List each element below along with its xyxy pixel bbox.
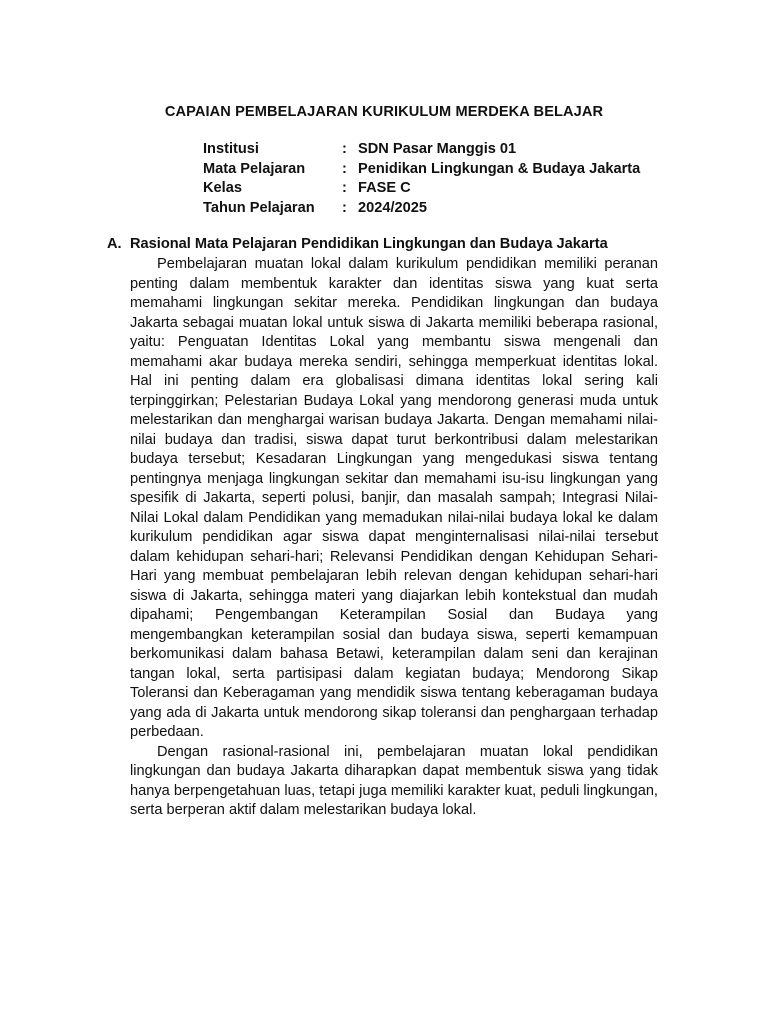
meta-value: SDN Pasar Manggis 01 — [358, 141, 517, 157]
metadata-table — [203, 140, 640, 218]
paragraph: Pembelajaran muatan lokal dalam kurikulum pendidikan memiliki peranan penting dalam membentuk karakter dan identitas siswa yang kuat serta memahami lingkungan sekitar mereka. Pendidikan lingkungan dan budaya Jakarta sebagai muatan lokal untuk siswa di Jakarta memiliki beberapa rasional, yaitu: Penguatan Identitas Lokal yang membantu siswa mengenali dan memahami akar budaya mereka sendiri, sehingga memperkuat identitas lokal. Hal ini penting dalam era globalisasi dimana identitas lokal sering kali terpinggirkan; Pelestarian Budaya Lokal yang mendorong generasi muda untuk melestarikan dan menghargai warisan budaya Jakarta. Dengan memahami nilai-nilai budaya dan tradisi, siswa dapat turut berkontribusi dalam melestarikan budaya tersebut; Kesadaran Lingkungan yang mengedukasi siswa tentang pentingnya menjaga lingkungan sekitar dan memahami isu-isu lingkungan yang spesifik di Jakarta, seperti polusi, banjir, dan masalah sampah; Integrasi Nilai-Nilai Lokal dalam Pendidikan yang memadukan nilai-nilai budaya lokal ke dalam kurikulum pendidikan agar siswa dapat menginternalisasi nilai-nilai tersebut dalam kehidupan sehari-hari; Relevansi Pendidikan dengan Kehidupan Sehari-Hari yang membuat pembelajaran lebih relevan dengan kehidupan sehari-hari siswa di Jakarta, sehingga materi yang diajarkan lebih kontekstual dan mudah dipahami; Pengembangan Keterampilan Sosial dan Budaya yang mengembangkan keterampilan sosial dan budaya siswa, seperti kemampuan berkomunikasi dalam bahasa Betawi, keterampilan dalam seni dan kerajinan tangan lokal, serta partisipasi dalam kegiatan budaya; Mendorong Sikap Toleransi dan Keberagaman yang mendidik siswa tentang keberagaman budaya yang ada di Jakarta untuk mendorong sikap toleransi dan penghargaan terhadap perbedaan. — [130, 256, 658, 740]
meta-value: 2024/2025 — [358, 199, 427, 216]
section-body — [130, 255, 658, 821]
paragraph: Dengan rasional-rasional ini, pembelajaran muatan lokal pendidikan lingkungan dan budaya Jakarta diharapkan dapat membentuk siswa yang tidak hanya berpengetahuan luas, tetapi juga memiliki karakter kuat, peduli lingkungan, serta berperan aktif dalam melestarikan budaya lokal. — [130, 743, 658, 818]
section-heading — [107, 236, 608, 252]
section-letter: A. — [107, 236, 122, 252]
meta-separator: : — [342, 199, 347, 216]
meta-row-kelas — [203, 179, 640, 199]
meta-separator: : — [342, 141, 347, 157]
meta-value: Penidikan Lingkungan & Budaya Jakarta — [358, 160, 641, 177]
meta-separator: : — [342, 180, 347, 197]
section-heading-text: Rasional Mata Pelajaran Pendidikan Lingkungan dan Budaya Jakarta — [130, 236, 608, 252]
meta-row-tahun-pelajaran — [203, 199, 640, 219]
meta-row-mata-pelajaran — [203, 160, 640, 180]
meta-row-institusi — [203, 140, 640, 160]
meta-label: Mata Pelajaran — [203, 160, 306, 177]
meta-separator: : — [342, 160, 347, 177]
document-title: CAPAIAN PEMBELAJARAN KURIKULUM MERDEKA BELAJAR — [164, 104, 604, 120]
meta-label: Institusi — [203, 141, 259, 157]
meta-label: Kelas — [203, 180, 242, 197]
meta-label: Tahun Pelajaran — [203, 199, 315, 216]
meta-value: FASE C — [358, 180, 411, 197]
